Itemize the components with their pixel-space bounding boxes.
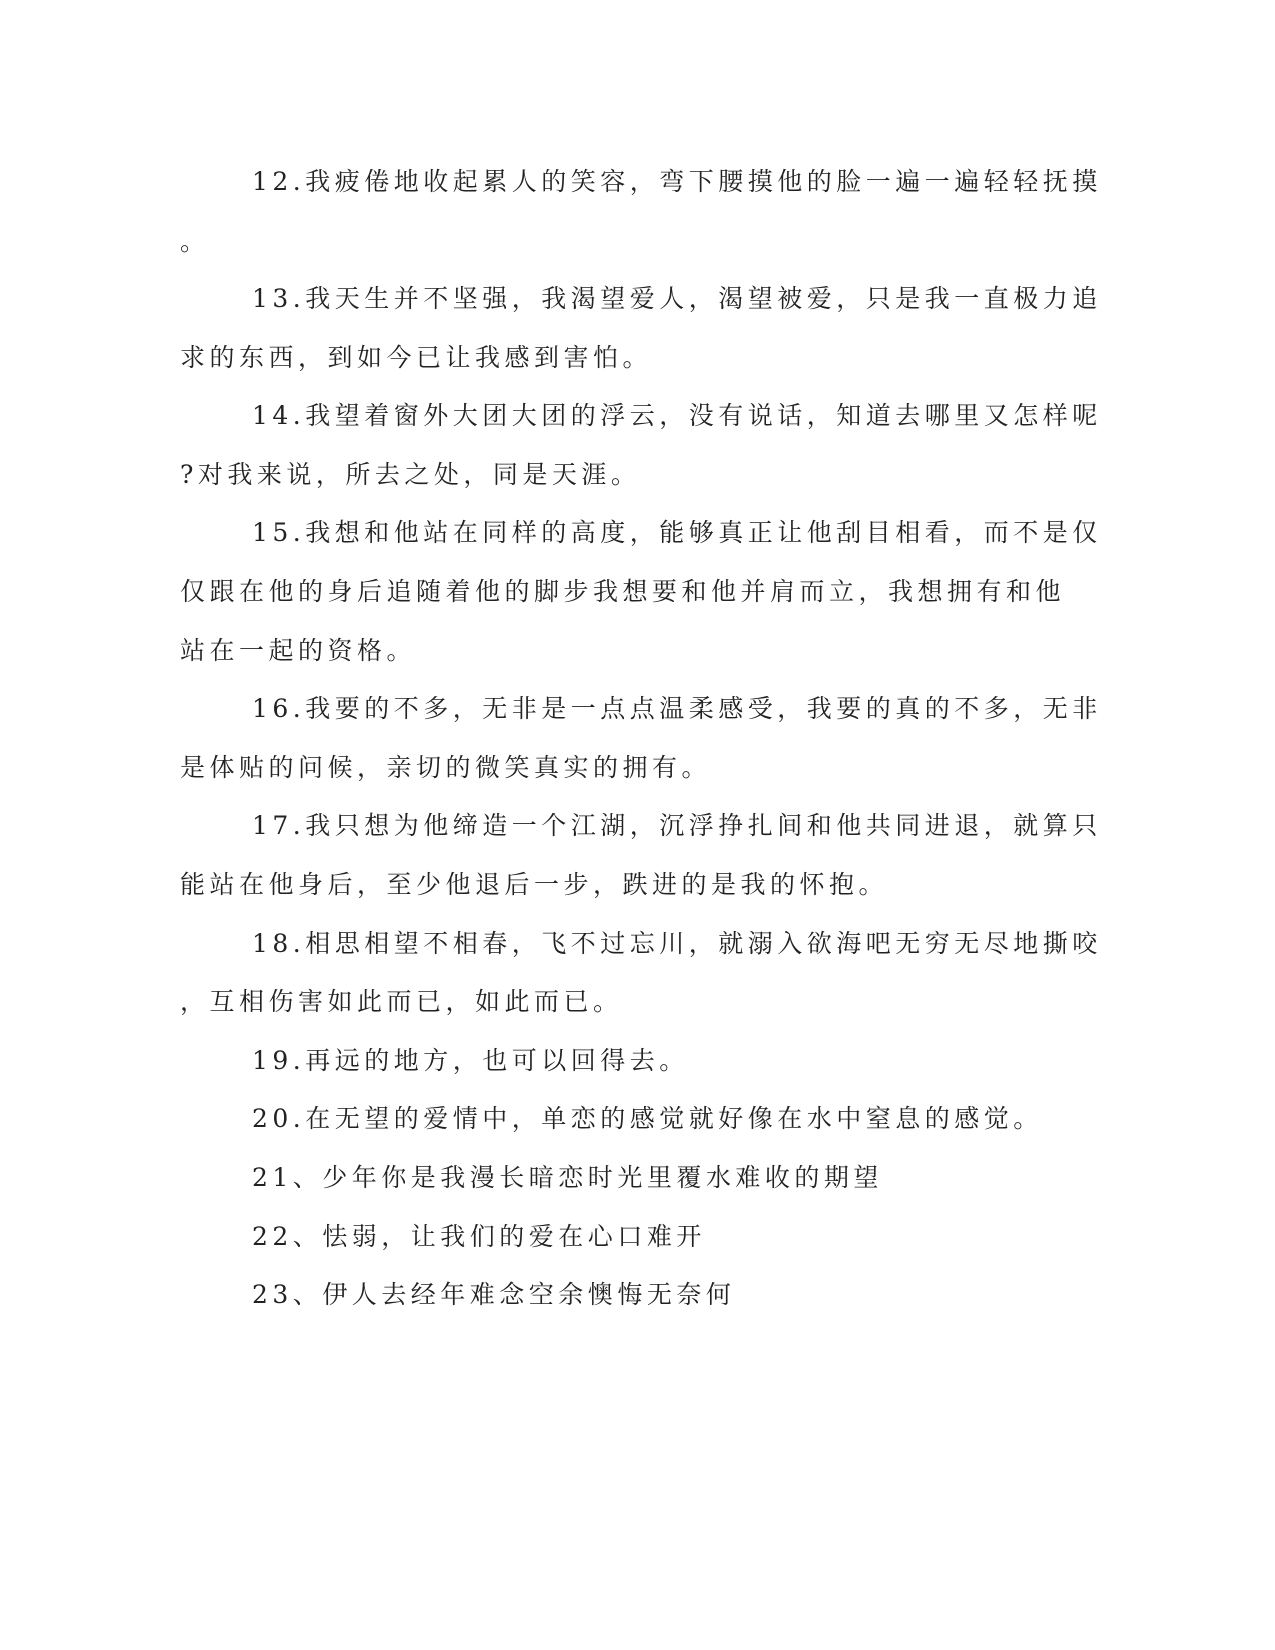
text-line: 23、伊人去经年难念空余懊悔无奈何 bbox=[252, 1280, 736, 1309]
text-line: 16.我要的不多，无非是一点点温柔感受，我要的真的不多，无非 bbox=[252, 694, 1102, 723]
text-line: ，互相伤害如此而已，如此而已。 bbox=[180, 987, 623, 1016]
text-line: 20.在无望的爱情中，单恋的感觉就好像在水中窒息的感觉。 bbox=[252, 1104, 1043, 1133]
text-line: 仅跟在他的身后追随着他的脚步我想要和他并肩而立，我想拥有和他 bbox=[180, 577, 1066, 606]
text-line: ?对我来说，所去之处，同是天涯。 bbox=[180, 460, 641, 489]
text-line: 21、少年你是我漫长暗恋时光里覆水难收的期望 bbox=[252, 1163, 883, 1192]
text-line: 17.我只想为他缔造一个江湖，沉浮挣扎间和他共同进退，就算只 bbox=[252, 811, 1102, 840]
text-line: 13.我天生并不坚强，我渴望爱人，渴望被爱，只是我一直极力追 bbox=[252, 284, 1102, 313]
text-line: 。 bbox=[180, 227, 210, 256]
text-line: 是体贴的问候，亲切的微笑真实的拥有。 bbox=[180, 753, 712, 782]
text-line: 站在一起的资格。 bbox=[180, 636, 417, 665]
text-line: 15.我想和他站在同样的高度，能够真正让他刮目相看，而不是仅 bbox=[252, 518, 1102, 547]
text-line: 14.我望着窗外大团大团的浮云，没有说话，知道去哪里又怎样呢 bbox=[252, 401, 1102, 430]
text-line: 22、怯弱，让我们的爱在心口难开 bbox=[252, 1222, 706, 1251]
text-line: 19.再远的地方，也可以回得去。 bbox=[252, 1046, 689, 1075]
text-line: 能站在他身后，至少他退后一步，跌进的是我的怀抱。 bbox=[180, 870, 889, 899]
text-line: 12.我疲倦地收起累人的笑容，弯下腰摸他的脸一遍一遍轻轻抚摸 bbox=[252, 167, 1102, 196]
text-line: 18.相思相望不相春，飞不过忘川，就溺入欲海吧无穷无尽地撕咬 bbox=[252, 929, 1102, 958]
text-line: 求的东西，到如今已让我感到害怕。 bbox=[180, 343, 653, 372]
